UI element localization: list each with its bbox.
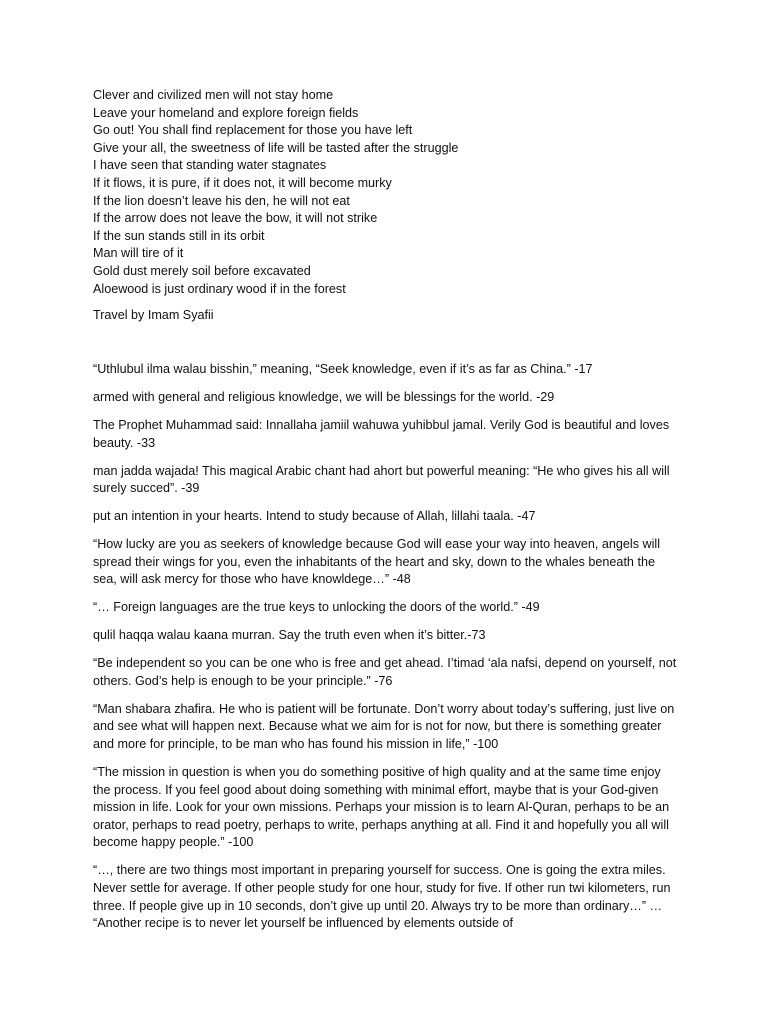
poem-line: Aloewood is just ordinary wood if in the forest <box>93 281 346 296</box>
quote-paragraph: “The mission in question is when you do something positive of high quality and at the same time enjoy the process. If you feel good about doing something with minimal effort, maybe that is your God-given mission in life. Look for your own missions. Perhaps your mission is to learn Al-Quran, perhaps to be an orator, perhaps to read poetry, perhaps to write, perhaps anything at all. Find it and hopefully you all will become happy people.” -100 <box>93 765 670 850</box>
quote-paragraph: “Be independent so you can be one who is free and get ahead. I’timad ‘ala nafsi, depend on yourself, not others. God’s help is enough to be your principle.” -76 <box>93 656 677 688</box>
quote-paragraph: “How lucky are you as seekers of knowledge because God will ease your way into heaven, angels will spread their wings for you, even the inhabitants of the heart and sky, down to the whales beneath the sea, will ask mercy for those who have knowldege…” -48 <box>93 537 661 587</box>
poem-line: Give your all, the sweetness of life will be tasted after the struggle <box>93 140 459 155</box>
poem-source: Travel by Imam Syafii <box>93 308 214 322</box>
poem-line: Man will tire of it <box>93 246 184 261</box>
quote-paragraph: “Man shabara zhafira. He who is patient will be fortunate. Don’t worry about today’s suffering, just live on and see what will happen next. Because what we aim for is not for now, but there is something greater and more for principle, to be man who has found his mission in life,” -100 <box>93 701 675 752</box>
quote-list <box>93 361 678 943</box>
quote-paragraph: “…, there are two things most important in preparing yourself for success. One is going the extra miles. Never settle for average. If other people study for one hour, study for five. If other run twi kilometers, run three. If people give up in 10 seconds, don’t give up until 20. Always try to be more than ordinary…” … “Another recipe is to never let yourself be influenced by elements outside of <box>93 863 671 931</box>
quote-paragraph: qulil haqqa walau kaana murran. Say the truth even when it’s bitter.-73 <box>93 628 486 643</box>
poem-line: If it flows, it is pure, if it does not, it will become murky <box>93 175 392 190</box>
poem-line: Gold dust merely soil before excavated <box>93 263 311 278</box>
quote-paragraph: man jadda wajada! This magical Arabic chant had ahort but powerful meaning: “He who gives his all will surely succed”. -39 <box>93 463 670 496</box>
poem-line: Leave your homeland and explore foreign fields <box>93 105 359 120</box>
poem <box>93 87 713 298</box>
poem-line: Go out! You shall find replacement for those you have left <box>93 123 413 138</box>
poem-line: If the arrow does not leave the bow, it will not strike <box>93 211 378 226</box>
quote-paragraph: armed with general and religious knowledge, we will be blessings for the world. -29 <box>93 389 555 404</box>
poem-line: Clever and civilized men will not stay home <box>93 88 334 102</box>
quote-paragraph: “Uthlubul ilma walau bisshin,” meaning, “Seek knowledge, even if it’s as far as China.” -17 <box>93 362 593 376</box>
quote-paragraph: put an intention in your hearts. Intend to study because of Allah, lillahi taala. -47 <box>93 509 536 524</box>
quote-paragraph: “… Foreign languages are the true keys to unlocking the doors of the world.” -49 <box>93 600 540 615</box>
poem-line: If the sun stands still in its orbit <box>93 228 265 243</box>
poem-line: If the lion doesn’t leave his den, he will not eat <box>93 193 350 208</box>
quote-paragraph: The Prophet Muhammad said: Innallaha jamiil wahuwa yuhibbul jamal. Verily God is beautiful and loves beauty. -33 <box>93 417 670 450</box>
poem-line: I have seen that standing water stagnates <box>93 158 327 173</box>
